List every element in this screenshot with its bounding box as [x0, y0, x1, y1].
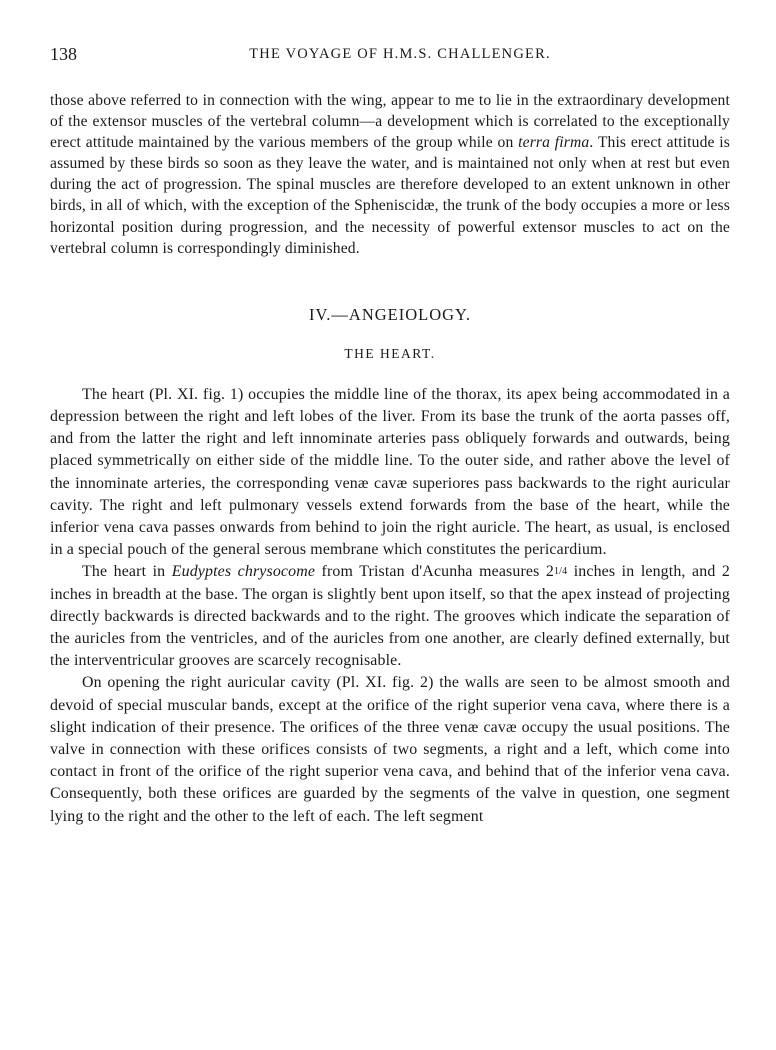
section-heading: IV.—ANGEIOLOGY. — [309, 304, 471, 324]
paragraph-text: . This erect attitude is assumed by these birds so soon as they leave the water, and is maintained not only when at rest but even during the act of progression. The spinal muscles are therefore developed to an extent unknown in other birds, in all of which, with the exception of the Spheniscidæ, the trunk of the body occupies a more or less horizontal position during progression, and the necessity of powerful extensor muscles to act on the vertebral column is correspondingly diminished. — [50, 134, 730, 257]
paragraph-text: inches in length, and 2 inches in breadth at the base. The organ is slightly bent upon itself, so that the apex instead of projecting directly backwards is directed backwards and to the right. The grooves which indicate the separation of the auricles from the ventricles, and of the auricles from one another, are clearly defined externally, but the interventricular grooves are scarcely recognisable. — [50, 563, 730, 670]
running-title: THE VOYAGE OF H.M.S. CHALLENGER. — [249, 46, 551, 62]
species-name: Eudyptes chrysocome — [171, 563, 316, 581]
subsection-heading: THE HEART. — [344, 345, 436, 361]
paragraph-text: The heart in — [82, 563, 172, 581]
body-text — [50, 90, 730, 828]
paragraph: The heart (Pl. XI. fig. 1) occupies the middle line of the thorax, its apex being accommodated in a depression between the right and left lobes of the liver. From its base the trunk of the aorta passes off, and from the latter the right and left innominate arteries pass obliquely forwards and outwards, being placed symmetrically on either side of the middle line. To the outer side, and rather above the level of the innominate arteries, the corresponding venæ cavæ superiores pass backwards to the right auricular cavity. The right and left pulmonary vessels extend forwards from the base of the heart, while the inferior vena cava passes onwards from behind to join the right auricle. The heart, as usual, is enclosed in a special pouch of the general serous membrane which constitutes the pericardium. — [50, 385, 730, 559]
fraction: 1/4 — [554, 566, 568, 578]
paragraph: On opening the right auricular cavity (Pl. XI. fig. 2) the walls are seen to be almost smooth and devoid of special muscular bands, except at the orifice of the right superior vena cava, where there is a slight indication of their presence. The orifices of the three venæ cavæ occupy the usual positions. The valve in connection with these orifices consists of two segments, a right and a left, which come into contact in front of the orifice of the right superior vena cava, and behind that of the inferior vena cava. Consequently, both these orifices are guarded by the segments of the valve in question, one segment lying to the right and the other to the left of each. The left segment — [50, 674, 730, 825]
paragraph-text: from Tristan d'Acunha measures 2 — [315, 563, 554, 581]
paragraph-continued — [50, 90, 730, 259]
paragraph-text: those above referred to in connection with the wing, appear to me to lie in the extraordinary development of the extensor muscles of the vertebral column—a development which is correlated to the exceptionally erect attitude maintained by the various members of the group while on — [50, 92, 730, 152]
paragraph — [50, 561, 730, 672]
italic-term: terra firma — [518, 134, 590, 152]
page-number: 138 — [50, 44, 77, 64]
running-head — [50, 44, 730, 68]
